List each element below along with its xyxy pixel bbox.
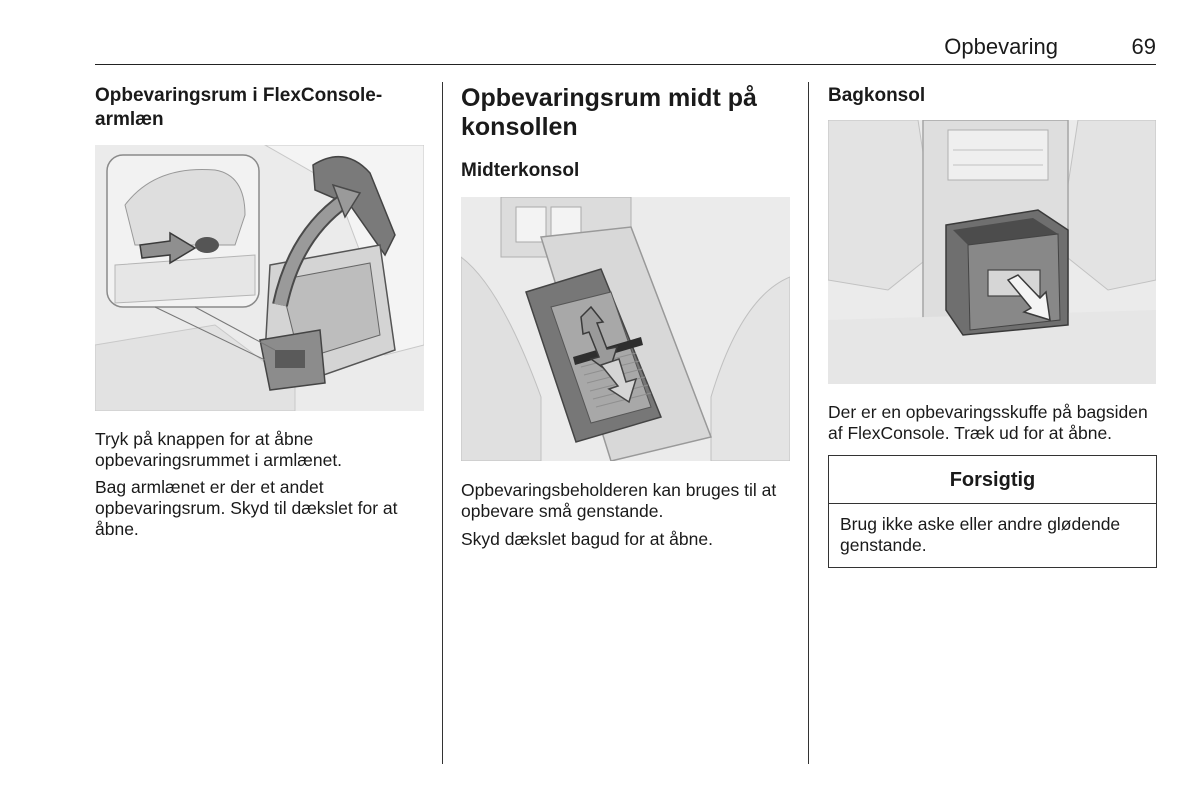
rear-console-heading: Bagkonsol (828, 85, 926, 106)
rear-console-drawer-illustration (828, 120, 1156, 384)
armrest-paragraph-2: Bag armlænet er der et andet opbevaringsrum. Skyd til dækslet for at åbne. (95, 477, 398, 539)
center-console-heading: Midterkonsol (461, 160, 580, 181)
rear-console-paragraph: Der er en opbevaringsskuffe på bagsiden af FlexConsole. Træk ud for at åbne. (828, 402, 1148, 443)
caution-title: Forsigtig (829, 456, 1156, 504)
caution-text: Brug ikke aske eller andre glødende genstande. (840, 514, 1121, 555)
center-console-paragraph-1: Opbevaringsbeholderen kan bruges til at opbevare små genstande. (461, 480, 777, 521)
main-section-title: Opbevaringsrum midt på konsollen (461, 84, 757, 141)
page-header (95, 34, 1156, 65)
section-title: Opbevaring (944, 34, 1058, 59)
column-divider (442, 82, 443, 764)
page-number: 69 (1131, 34, 1156, 59)
column-rear-console (828, 84, 1158, 568)
column-divider (808, 82, 809, 764)
column-center-console (461, 84, 791, 550)
armrest-heading: Opbevaringsrum i FlexConsole-armlæn (95, 85, 383, 130)
center-console-storage-illustration (461, 197, 790, 461)
center-console-paragraph-2: Skyd dækslet bagud for at åbne. (461, 529, 713, 549)
caution-box (828, 455, 1157, 568)
column-armrest (95, 84, 425, 540)
armrest-paragraph-1: Tryk på knappen for at åbne opbevaringsrummet i armlænet. (95, 429, 343, 470)
armrest-compartment-illustration (95, 145, 424, 411)
